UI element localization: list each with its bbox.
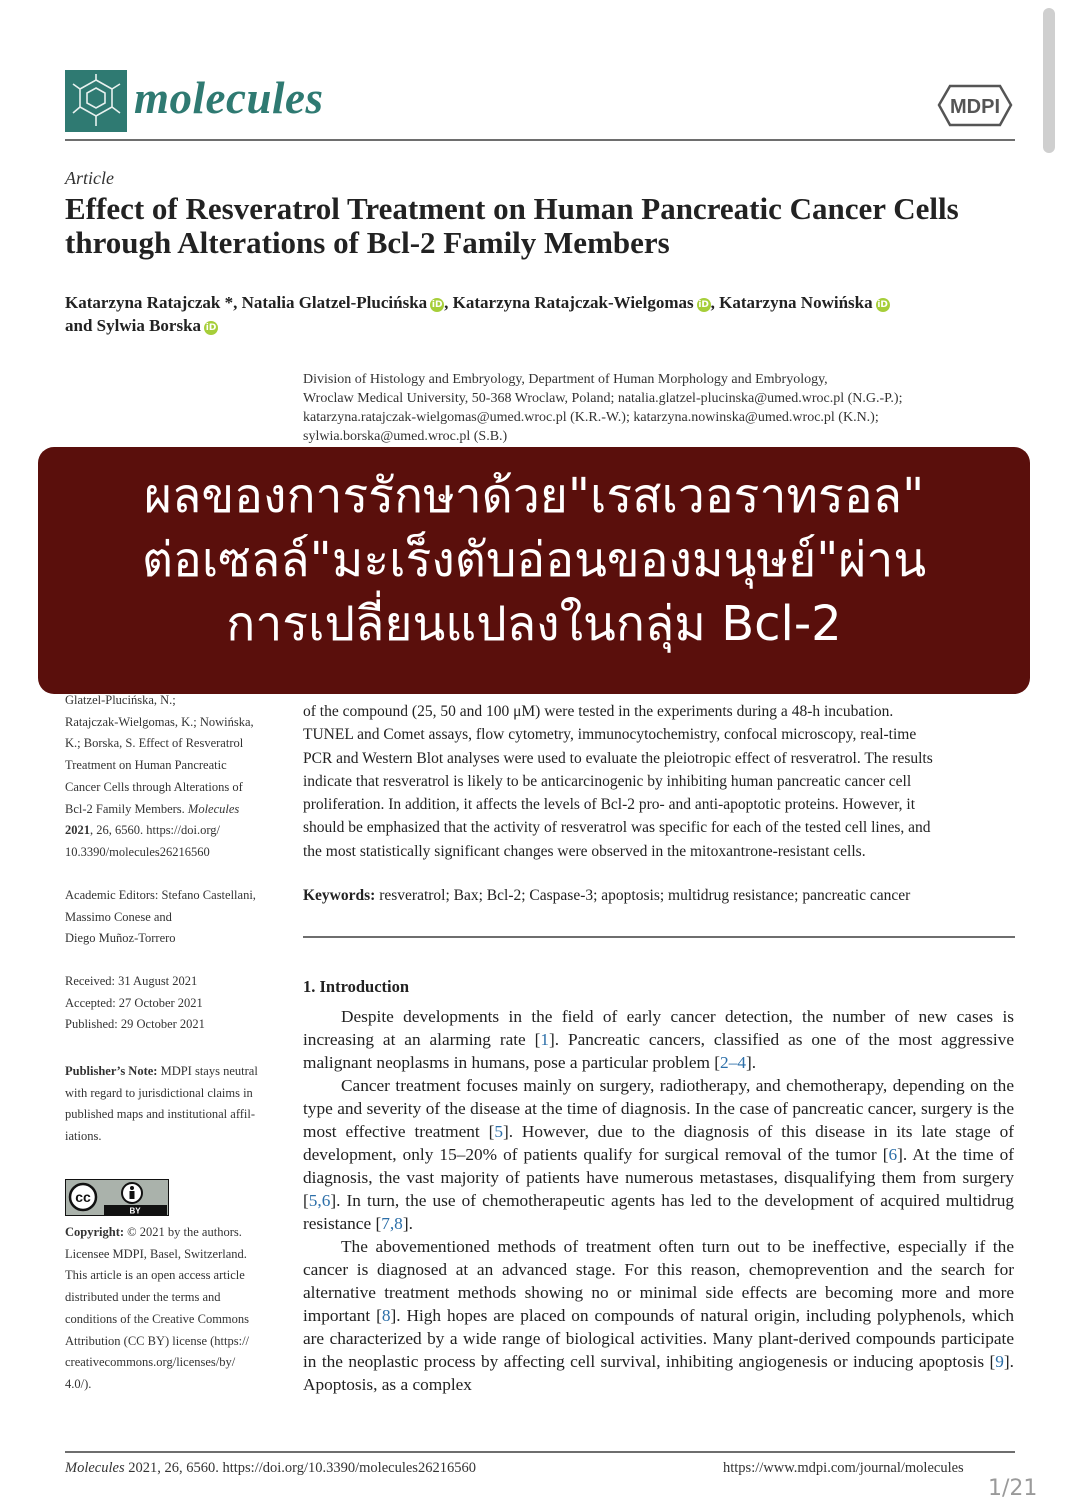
citation-line: Ratajczak-Wielgomas, K.; Nowińska, <box>65 714 254 729</box>
academic-editors <box>65 885 285 950</box>
author-name: Natalia Glatzel-Plucińska <box>241 293 428 312</box>
reference-link[interactable]: 7,8 <box>381 1214 403 1233</box>
citation-line: Glatzel-Plucińska, N.; <box>65 693 176 707</box>
copyright-line: This article is an open access article <box>65 1268 245 1283</box>
editor-line: Academic Editors: Stefano Castellani, <box>65 888 256 902</box>
orcid-icon[interactable]: iD <box>698 300 709 310</box>
citation-year: 2021 <box>65 823 90 838</box>
author-list <box>65 291 1015 337</box>
scrollbar-thumb[interactable] <box>1043 8 1055 153</box>
reference-link[interactable]: 8 <box>381 1306 391 1325</box>
reference-link[interactable]: 9 <box>995 1352 1004 1371</box>
journal-name: molecules <box>134 73 324 123</box>
article-type: Article <box>65 168 114 188</box>
overlay-line: ต่อเซลล์"มะเร็งตับอ่อนของมนุษย์"ผ่าน <box>141 532 927 588</box>
copyright-line: conditions of the Creative Commons <box>65 1311 250 1326</box>
publishers-note <box>65 1061 285 1148</box>
copyright-line: distributed under the terms and <box>65 1290 221 1305</box>
footer-citation <box>65 1460 476 1477</box>
cc-badge-by-text: BY <box>129 1206 141 1215</box>
publishers-note-label: Publisher’s Note: <box>65 1064 158 1078</box>
author-name: and Sylwia Borska <box>65 316 202 335</box>
publication-dates <box>65 971 285 1036</box>
cc-badge-text: cc <box>75 1189 91 1205</box>
publishers-note-line: iations. <box>65 1129 102 1144</box>
overlay-line: ผลของการรักษาด้วย"เรสเวอราทรอล" <box>143 468 925 524</box>
citation-line: Bcl-2 Family Members. <box>65 801 185 816</box>
reference-link[interactable]: 1 <box>540 1030 550 1049</box>
date-published: Published: 29 October 2021 <box>65 1017 205 1032</box>
citation-doi-link[interactable]: 10.3390/molecules26216560 <box>65 844 210 859</box>
orcid-icon[interactable]: iD <box>431 300 443 310</box>
affiliation-line: Wroclaw Medical University, 50-368 Wroclaw, Poland; natalia.glatzel-plucinska@umed.wroc.pl (N.G.-P.); <box>303 391 903 406</box>
abstract-line: of the compound (25, 50 and 100 μM) were tested in the experiments during a 48-h incubation. <box>303 703 894 720</box>
affiliation <box>303 370 1023 446</box>
abstract-line: should be emphasized that the activity of resveratrol was specific for each of the tested cell lines, and <box>303 819 931 837</box>
copyright-line: 4.0/). <box>65 1376 92 1391</box>
affiliation-line: katarzyna.ratajczak-wielgomas@umed.wroc.pl (K.R.-W.); katarzyna.nowinska@umed.wroc.pl (K.N.); <box>303 410 879 425</box>
copyright-notice <box>65 1222 285 1396</box>
abstract-line: PCR and Western Blot analyses were used to evaluate the pleiotropic effect of resveratrol. The results <box>303 749 933 767</box>
citation-line: K.; Borska, S. Effect of Resveratrol <box>65 736 244 751</box>
author-name: , Katarzyna Nowińska <box>710 293 873 312</box>
footer-divider <box>65 1451 1015 1453</box>
paragraph: The abovementioned methods of treatment often turn out to be ineffective, especially if the cancer is diagnosed at an advanced stage. For this reason, chemoprevention and the search for alternative treatment methods showing no or minimal side effects are becoming more and more important [8]. High hopes are placed on compounds of natural origin, including polyphenols, which are characterized by a wide range of biological activities. Many plant-derived compounds participate in the neoplastic process by affecting cell survival, inhibiting angiogenesis or inducing apoptosis [9]. Apoptosis, as a complex <box>303 1237 1014 1394</box>
footer-journal-url[interactable]: https://www.mdpi.com/journal/molecules <box>723 1460 964 1476</box>
affiliation-line: sylwia.borska@umed.wroc.pl (S.B.) <box>303 429 508 444</box>
publishers-note-line: MDPI stays neutral <box>157 1064 258 1078</box>
abstract-line: proliferation. In addition, it affects the levels of Bcl-2 pro- and anti-apoptotic proteins. However, it <box>303 796 916 814</box>
footer-doi[interactable]: 2021, 26, 6560. https://doi.org/10.3390/molecules26216560 <box>124 1460 476 1476</box>
molecules-logo-icon <box>65 70 127 132</box>
header-divider <box>65 139 1015 141</box>
copyright-line: © 2021 by the authors. <box>124 1225 242 1239</box>
citation-line: Cancer Cells through Alterations of <box>65 779 243 794</box>
paragraph: Despite developments in the field of early cancer detection, the number of new cases is increasing at an alarming rate [1]. Pancreatic cancers, classified as one of the most aggressive malignant neoplasms in humans, pose a particular problem [2–4]. <box>303 1007 1014 1072</box>
keywords-list: resveratrol; Bax; Bcl-2; Caspase-3; apoptosis; multidrug resistance; pancreatic cancer <box>375 887 911 904</box>
keywords-label: Keywords: <box>303 887 376 904</box>
thai-title-overlay <box>38 447 1030 694</box>
abstract-line: the most statistically significant changes were observed in the mitoxantrone-resistant cells. <box>303 842 866 860</box>
paragraph: Cancer treatment focuses mainly on surgery, radiotherapy, and chemotherapy, depending on the type and severity of the disease at the time of diagnosis. In the case of pancreatic cancer, surgery is the most effective treatment [5]. However, due to the diagnosis of this disease in its late stage of development, only 15–20% of patients qualify for surgical removal of the tumor [6]. At the time of diagnosis, the vast majority of patients have numerous metastases, disqualifying them from surgery [5,6]. In turn, the use of chemotherapeutic agents has led to the development of acquired multidrug resistance [7,8]. <box>303 1076 1015 1233</box>
editor-line: Massimo Conese and <box>65 909 172 924</box>
citation-line: Treatment on Human Pancreatic <box>65 758 227 773</box>
reference-link[interactable]: 6 <box>888 1145 898 1164</box>
introduction-body <box>303 1005 1014 1396</box>
copyright-label: Copyright: <box>65 1225 125 1239</box>
date-accepted: Accepted: 27 October 2021 <box>65 995 203 1010</box>
copyright-line: Licensee MDPI, Basel, Switzerland. <box>65 1246 247 1261</box>
publishers-note-line: published maps and institutional affil- <box>65 1107 256 1122</box>
reference-link[interactable]: 5,6 <box>308 1191 331 1210</box>
cc-by-license-icon[interactable] <box>65 1179 169 1216</box>
section-heading: 1. Introduction <box>303 977 410 996</box>
abstract-divider <box>303 936 1015 938</box>
copyright-line: Attribution (CC BY) license (https:// <box>65 1333 250 1348</box>
orcid-icon[interactable]: iD <box>205 323 217 333</box>
author-name: Katarzyna Ratajczak *, <box>65 293 238 312</box>
reference-link[interactable]: 2–4 <box>720 1053 746 1072</box>
affiliation-line: Division of Histology and Embryology, Department of Human Morphology and Embryology, <box>303 372 828 387</box>
author-name: , Katarzyna Ratajczak-Wielgomas <box>444 293 694 312</box>
abstract <box>303 700 1015 863</box>
footer-journal: Molecules <box>65 1460 125 1476</box>
mdpi-logo-icon <box>936 83 1014 128</box>
copyright-license-link[interactable]: creativecommons.org/licenses/by/ <box>65 1355 236 1370</box>
keywords <box>303 887 1015 905</box>
mdpi-logo-text: MDPI <box>950 96 1000 118</box>
orcid-icon[interactable]: iD <box>877 300 888 310</box>
citation-line: , 26, 6560. https://doi.org/ <box>90 823 220 838</box>
reference-link[interactable]: 5 <box>494 1122 503 1141</box>
citation-journal: Molecules <box>187 801 240 816</box>
date-received: Received: 31 August 2021 <box>65 974 198 988</box>
abstract-line: TUNEL and Comet assays, flow cytometry, immunocytochemistry, confocal microscopy, real-time <box>303 726 917 744</box>
citation-block <box>65 690 285 864</box>
article-title: Effect of Resveratrol Treatment on Human Pancreatic Cancer Cells through Alterations of Bcl-2 Family Members <box>65 191 959 260</box>
overlay-line: การเปลี่ยนแปลงในกลุ่ม Bcl-2 <box>226 596 842 652</box>
page-indicator: 1/21 <box>988 1476 1038 1501</box>
abstract-line: indicate that resveratrol is likely to be anticarcinogenic by inhibiting human pancreatic cancer cell <box>303 772 912 790</box>
editor-line: Diego Muñoz-Torrero <box>65 931 176 946</box>
publishers-note-line: with regard to jurisdictional claims in <box>65 1085 253 1100</box>
